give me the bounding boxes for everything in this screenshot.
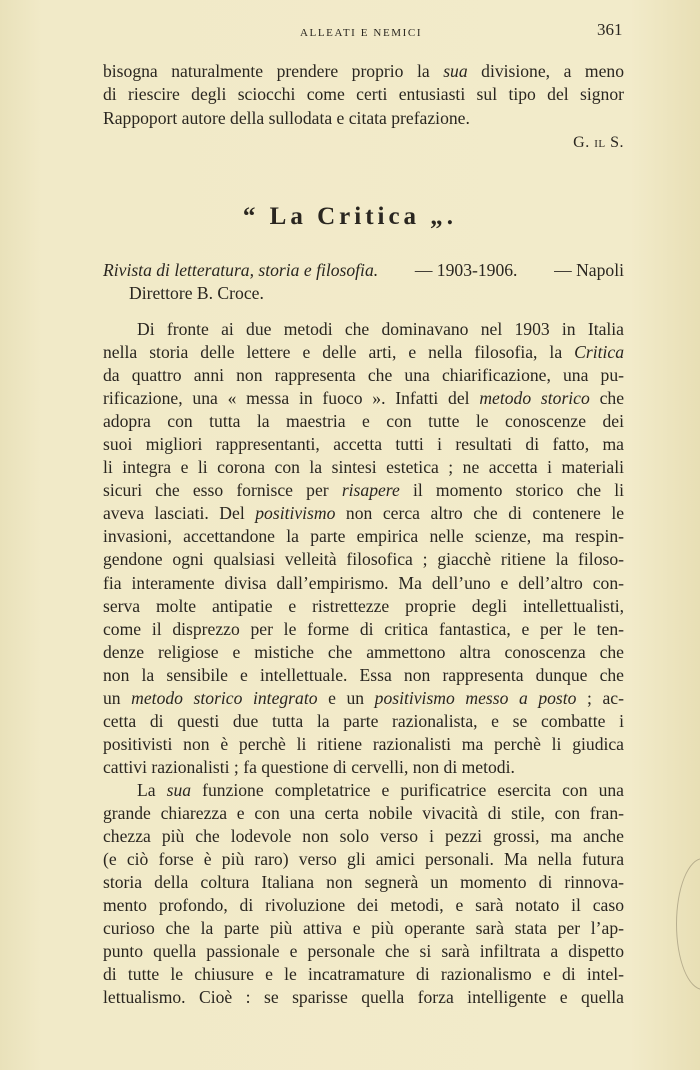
text-line: La sua funzione completatrice e purificatrice esercita con una (137, 779, 624, 800)
author-signature: G. il S. (573, 134, 624, 151)
text-line: cetta di questi due tutta la parte razionalista, e se combatte i (103, 710, 624, 731)
text-line: Rappoport autore della sullodata e citata prefazione. (103, 107, 470, 128)
running-head: ALLEATI E NEMICI (300, 27, 423, 39)
text-line: un metodo storico integrato e un positivismo messo a posto ; ac- (103, 687, 624, 708)
publication-director: Direttore B. Croce. (129, 283, 264, 303)
text-line: denze religiose e mistiche che ammettono altra conoscenza che (103, 641, 624, 662)
publication-name: Rivista di letteratura, storia e filosofia. (103, 260, 379, 280)
text-line: lettualismo. Cioè : se sparisse quella forza intelligente e quella (103, 987, 624, 1008)
text-line: storia della coltura Italiana non segnerà un momento di rinnova- (103, 872, 624, 893)
page-number: 361 (597, 20, 623, 39)
text-line: cattivi razionalisti ; fa questione di cervelli, non di metodi. (103, 756, 515, 777)
text-line: fia interamente divisa dall’empirismo. Ma dell’uno e dell’altro con- (103, 572, 624, 593)
text-line: come il disprezzo per le forme di critica fantastica, e per le ten- (103, 618, 624, 639)
text-line: positivisti non è perchè li ritiene razionalisti ma perchè li giudica (103, 733, 624, 754)
text-line: invasioni, accettandone la parte empirica nelle scienze, ma respin- (103, 526, 624, 547)
text-line: punto quella passionale e personale che si sarà infiltrata a dispetto (103, 941, 624, 962)
page-edge-mark (676, 858, 700, 990)
text-line: nella storia delle lettere e delle arti, e nella filosofia, la Critica (103, 342, 624, 363)
text-line: di tutte le chiusure e le incatramature di razionalismo e di intel- (103, 964, 624, 985)
text-line: bisogna naturalmente prendere proprio la sua divisione, a meno (103, 61, 624, 81)
text-line: non la sensibile e intellettuale. Essa non rappresenta dunque che (103, 664, 624, 685)
paragraph-2 (103, 779, 624, 1009)
text-line: gendone ogni qualsiasi velleità filosofica ; giacchè ritiene la filoso- (103, 549, 624, 570)
text-line: sicuri che esso fornisce per risapere il momento storico che li (103, 480, 624, 501)
text-line: di riescire degli sciocchi come certi entusiasti sul tipo del signor (103, 84, 624, 105)
text-line: (e ciò forse è più raro) verso gli amici personali. Ma nella futura (103, 849, 624, 870)
paragraph-1 (103, 318, 624, 779)
text-line: mento profondo, di rivoluzione dei metodi, e sarà notato il caso (103, 895, 624, 916)
publication-info (103, 259, 624, 305)
publication-years: — 1903-1906. (414, 260, 518, 280)
text-line: da quattro anni non rappresenta che una chiarificazione, una pu- (103, 365, 624, 386)
text-line: rificazione, una « messa in fuoco ». Infatti del metodo storico che (103, 388, 624, 409)
text-line: grande chiarezza e con una certa nobile vivacità di stile, con fran- (103, 802, 624, 823)
text-line: serva molte antipatie e ristrettezze proprie degli intellettualisti, (103, 595, 624, 616)
publication-place: — Napoli (554, 260, 624, 280)
text-line: li integra e li corona con la sintesi estetica ; ne accetta i materiali (103, 457, 624, 478)
text-line: adopra con tutta la maestria e con tutte le conoscenze dei (103, 411, 624, 432)
intro-paragraph (103, 60, 624, 130)
article-body (103, 318, 624, 1009)
text-line: curioso che la parte più attiva e più operante sarà stata per l’ap- (103, 918, 624, 939)
section-title: “ La Critica „. (242, 203, 458, 230)
text-line: aveva lasciati. Del positivismo non cerca altro che di contenere le (103, 503, 625, 524)
text-line: suoi migliori rappresentanti, accetta tutti i resultati di fatto, ma (103, 434, 624, 455)
text-line: chezza più che lodevole non solo verso i pezzi grossi, ma anche (103, 826, 624, 847)
text-line: Di fronte ai due metodi che dominavano nel 1903 in Italia (137, 319, 624, 339)
